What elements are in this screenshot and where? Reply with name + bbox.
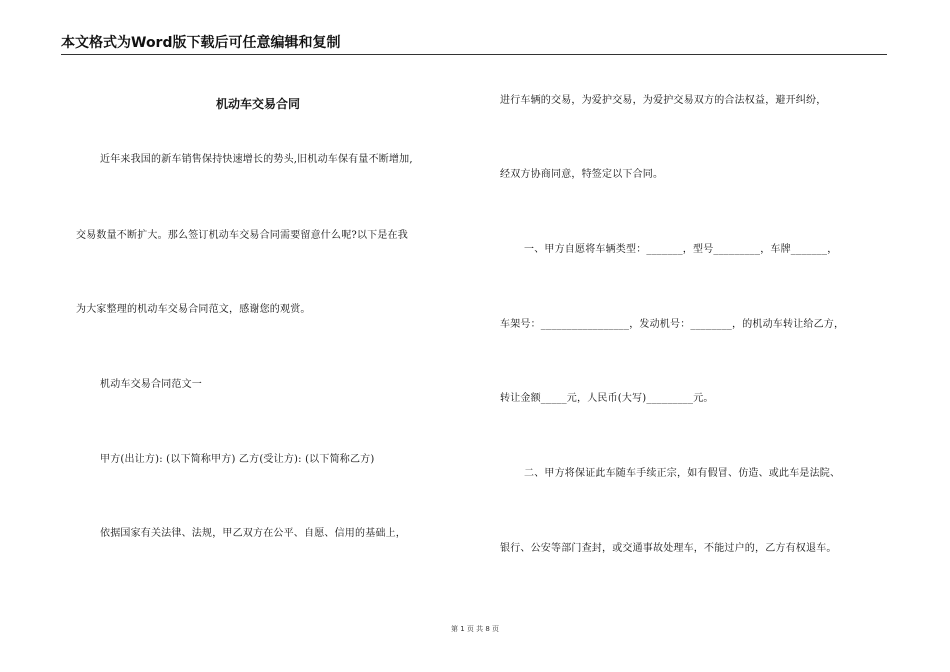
- section-heading: 机动车交易合同范文一: [100, 379, 202, 390]
- paragraph-line: 二、甲方将保证此车随车手续正宗，如有假冒、仿造、或此车是法院、: [524, 468, 841, 479]
- paragraph-line: 甲方(出让方): (以下简称甲方) 乙方(受让方): (以下简称乙方): [100, 454, 375, 465]
- paragraph-line: 车架号：_________________，发动机号：________，的机动车转让给乙方，: [500, 319, 845, 330]
- paragraph-line: 银行、公安等部门查封，或交通事故处理车，不能过户的，乙方有权退车。: [500, 543, 837, 554]
- paragraph-line: 一、甲方自愿将车辆类型：_______，型号_________，车牌_______，: [524, 244, 838, 255]
- paragraph-line: 近年来我国的新车销售保持快速增长的势头,旧机动车保有量不断增加,: [100, 154, 413, 165]
- paragraph-line: 交易数量不断扩大。那么签订机动车交易合同需要留意什么呢?以下是在我: [76, 230, 408, 241]
- paragraph-line: 转让金额_____元，人民币(大写)_________元。: [500, 393, 714, 404]
- page-footer: 第 1 页 共 8 页: [450, 625, 500, 633]
- paragraph-line: 为大家整理的机动车交易合同范文，感谢您的观赏。: [76, 304, 311, 315]
- right-column: [500, 0, 892, 672]
- header-text: 本文格式为Word版下载后可任意编辑和复制: [61, 35, 341, 51]
- paragraph-line: 经双方协商同意，特签定以下合同。: [500, 169, 664, 180]
- paragraph-line: 依据国家有关法律、法规，甲乙双方在公平、自愿、信用的基础上，: [100, 528, 406, 539]
- document-title: 机动车交易合同: [216, 97, 301, 111]
- left-column: [76, 0, 468, 672]
- paragraph-line: 进行车辆的交易，为爱护交易，为爱护交易双方的合法权益，避开纠纷，: [500, 95, 827, 106]
